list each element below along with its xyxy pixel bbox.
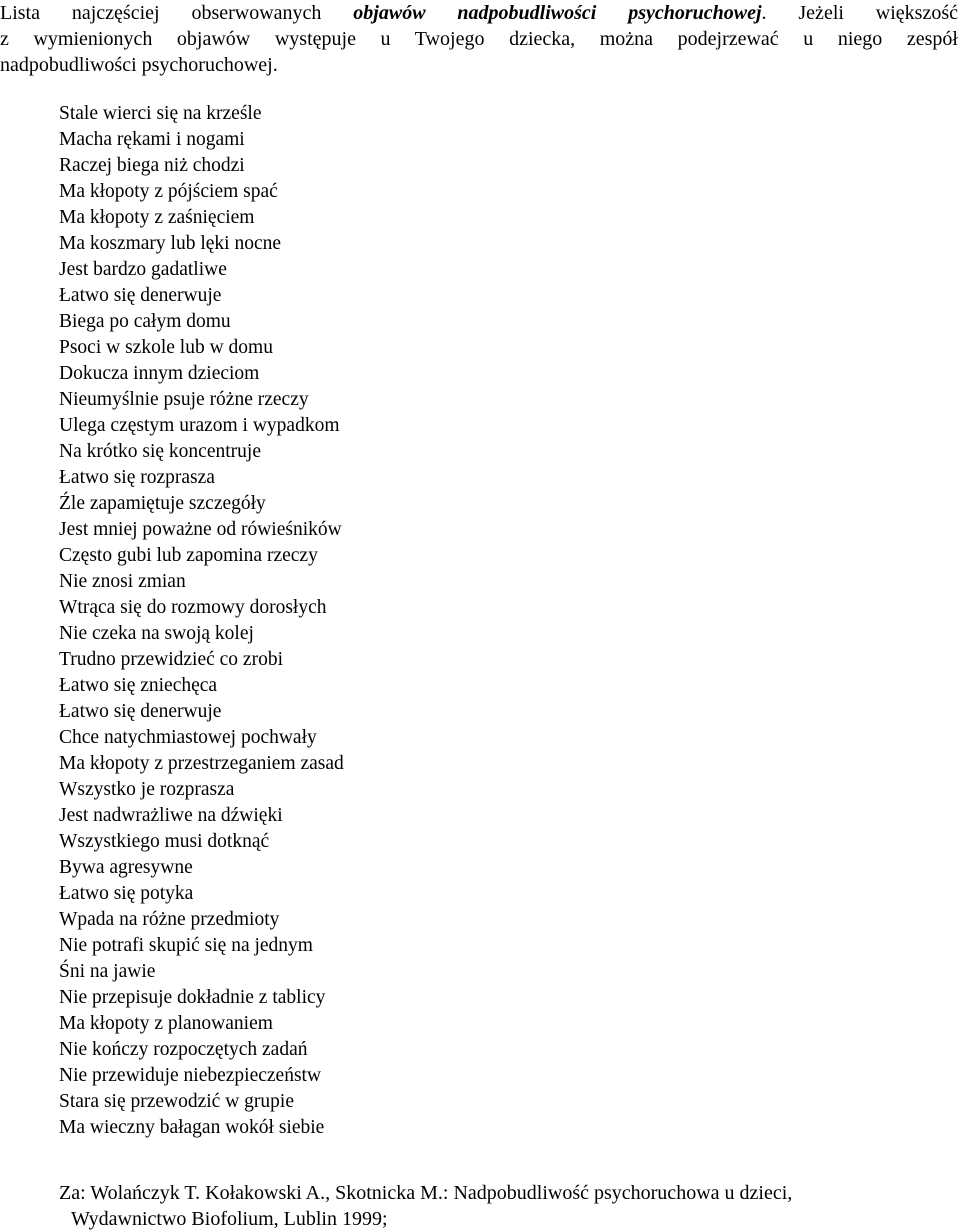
- source-citation: [59, 1180, 792, 1232]
- symptom-item: Często gubi lub zapomina rzeczy: [59, 545, 318, 566]
- symptom-item: Łatwo się zniechęca: [59, 675, 218, 696]
- symptom-item: Psoci w szkole lub w domu: [59, 337, 273, 358]
- symptom-item: Nie przewiduje niebezpieczeństw: [59, 1065, 322, 1086]
- symptom-item: Nie przepisuje dokładnie z tablicy: [59, 987, 326, 1008]
- symptom-item: Jest bardzo gadatliwe: [59, 259, 227, 280]
- symptom-item: Nie kończy rozpoczętych zadań: [59, 1039, 308, 1060]
- symptom-item: Macha rękami i nogami: [59, 129, 245, 150]
- symptom-item: Biega po całym domu: [59, 311, 231, 332]
- symptom-item: Nie znosi zmian: [59, 571, 186, 592]
- symptom-item: Ma kłopoty z planowaniem: [59, 1013, 273, 1034]
- symptom-item: Ma kłopoty z przestrzeganiem zasad: [59, 753, 344, 774]
- symptom-item: Nie czeka na swoją kolej: [59, 623, 254, 644]
- intro-emphasis: objawów nadpobudliwości psychoruchowej: [353, 2, 762, 24]
- symptom-item: Dokucza innym dzieciom: [59, 363, 260, 384]
- intro-paragraph: [0, 0, 958, 78]
- symptom-list: [59, 101, 344, 1141]
- symptom-item: Ma kłopoty z zaśnięciem: [59, 207, 255, 228]
- symptom-item: Raczej biega niż chodzi: [59, 155, 245, 176]
- source-line-2: Wydawnictwo Biofolium, Lublin 1999;: [71, 1208, 388, 1230]
- symptom-item: Ma kłopoty z pójściem spać: [59, 181, 278, 202]
- intro-line-3: nadpobudliwości psychoruchowej.: [0, 54, 278, 76]
- symptom-item: Wtrąca się do rozmowy dorosłych: [59, 597, 327, 618]
- symptom-item: Trudno przewidzieć co zrobi: [59, 649, 284, 670]
- symptom-item: Ulega częstym urazom i wypadkom: [59, 415, 340, 436]
- symptom-item: Stale wierci się na krześle: [59, 103, 262, 124]
- symptom-item: Jest nadwrażliwe na dźwięki: [59, 805, 283, 826]
- symptom-item: Nie potrafi skupić się na jednym: [59, 935, 313, 956]
- intro-text-end: . Jeżeli większość: [761, 2, 958, 24]
- symptom-item: Śni na jawie: [59, 961, 156, 982]
- symptom-item: Jest mniej poważne od rówieśników: [59, 519, 342, 540]
- symptom-item: Łatwo się denerwuje: [59, 285, 222, 306]
- intro-text-start: Lista najczęściej obserwowanych: [0, 2, 322, 24]
- source-line-1: Za: Wolańczyk T. Kołakowski A., Skotnicka M.: Nadpobudliwość psychoruchowa u dzieci,: [59, 1182, 793, 1204]
- symptom-item: Stara się przewodzić w grupie: [59, 1091, 294, 1112]
- symptom-item: Łatwo się potyka: [59, 883, 194, 904]
- symptom-item: Chce natychmiastowej pochwały: [59, 727, 317, 748]
- symptom-item: Wpada na różne przedmioty: [59, 909, 280, 930]
- symptom-item: Nieumyślnie psuje różne rzeczy: [59, 389, 309, 410]
- symptom-item: Wszystkiego musi dotknąć: [59, 831, 270, 852]
- symptom-item: Źle zapamiętuje szczegóły: [59, 493, 266, 514]
- symptom-item: Bywa agresywne: [59, 857, 193, 878]
- symptom-item: Na krótko się koncentruje: [59, 441, 261, 462]
- symptom-item: Łatwo się rozprasza: [59, 467, 215, 488]
- symptom-item: Ma wieczny bałagan wokół siebie: [59, 1117, 325, 1138]
- symptom-item: Ma koszmary lub lęki nocne: [59, 233, 282, 254]
- symptom-item: Łatwo się denerwuje: [59, 701, 222, 722]
- intro-line-2: z wymienionych objawów występuje u Twojego dziecka, można podejrzewać u niego zespół: [0, 28, 958, 50]
- symptom-item: Wszystko je rozprasza: [59, 779, 235, 800]
- intro-line-1: [0, 0, 958, 26]
